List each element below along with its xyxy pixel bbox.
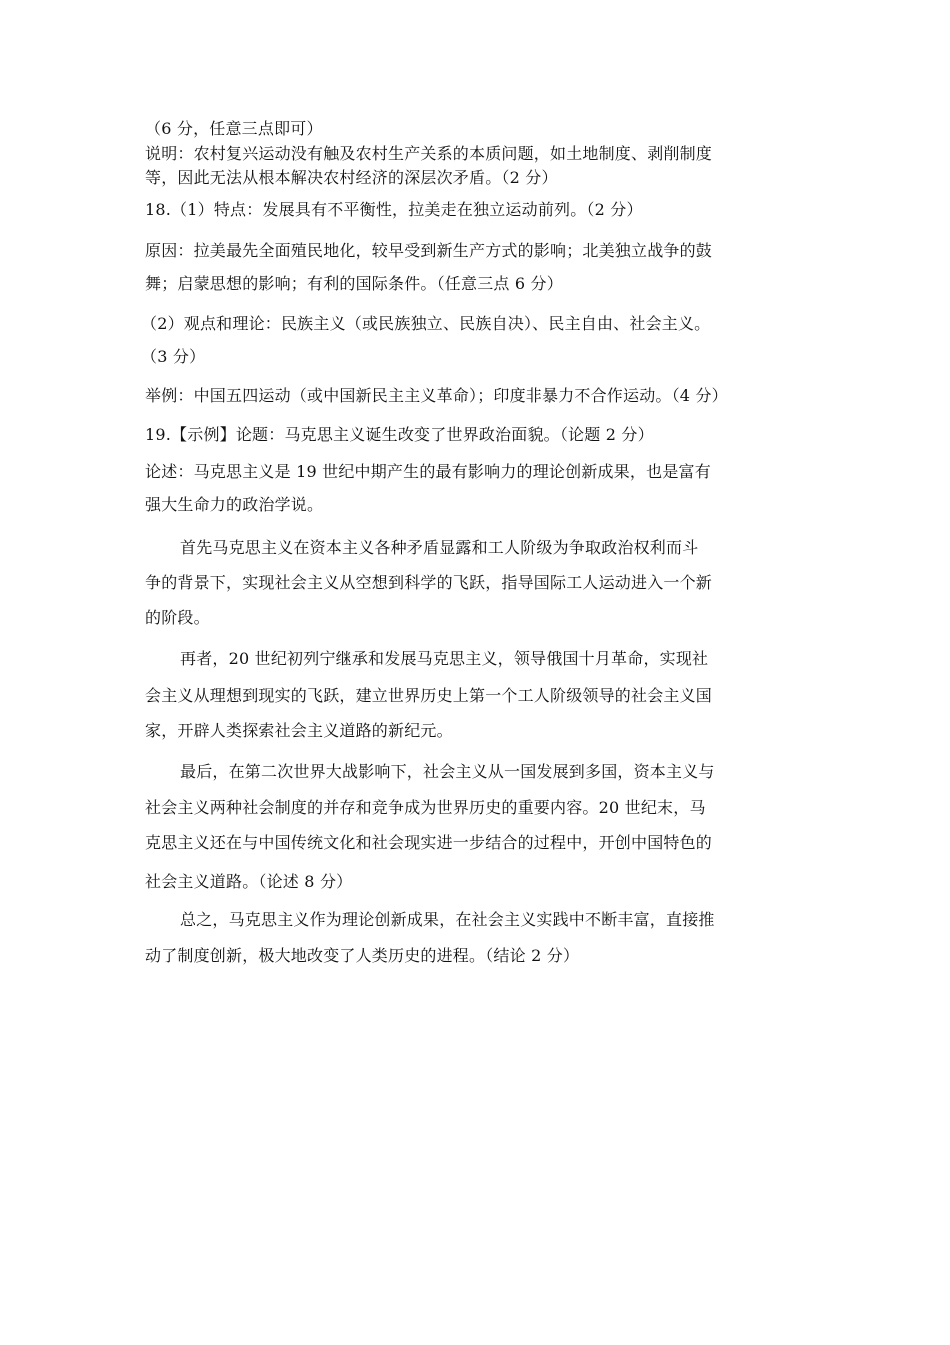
- text-line: （3 分）: [141, 347, 206, 366]
- paragraph-third: 最后，在第二次世界大战影响下，社会主义从一国发展到多国，资本主义与: [180, 762, 715, 781]
- text-line: 会主义从理想到现实的飞跃，建立世界历史上第一个工人阶级领导的社会主义国: [145, 686, 713, 705]
- text-line: 等，因此无法从根本解决农村经济的深层次矛盾。（2 分）: [145, 168, 558, 187]
- text-line: 克思主义还在与中国传统文化和社会现实进一步结合的过程中，开创中国特色的: [145, 833, 713, 852]
- text-line: 争的背景下，实现社会主义从空想到科学的飞跃，指导国际工人运动进入一个新: [145, 573, 713, 592]
- question-19-thesis: 19.【示例】论题：马克思主义诞生改变了世界政治面貌。（论题 2 分）: [145, 425, 654, 444]
- text-line: 论述：马克思主义是 19 世纪中期产生的最有影响力的理论创新成果，也是富有: [145, 462, 711, 481]
- text-line: 舞；启蒙思想的影响；有利的国际条件。（任意三点 6 分）: [145, 274, 563, 293]
- paragraph-second: 再者，20 世纪初列宁继承和发展马克思主义，领导俄国十月革命，实现社: [180, 649, 709, 668]
- question-18-part-1: 18.（1）特点：发展具有不平衡性，拉美走在独立运动前列。（2 分）: [145, 200, 643, 219]
- text-line: 说明：农村复兴运动没有触及农村生产关系的本质问题，如土地制度、剥削制度: [145, 144, 713, 163]
- text-line: 的阶段。: [145, 608, 210, 627]
- text-line: 举例：中国五四运动（或中国新民主主义革命）；印度非暴力不合作运动。（4 分）: [145, 386, 728, 405]
- text-line: 强大生命力的政治学说。: [145, 495, 324, 514]
- question-18-part-2: （2）观点和理论：民族主义（或民族独立、民族自决）、民主自由、社会主义。: [141, 314, 711, 333]
- text-line: 社会主义两种社会制度的并存和竞争成为世界历史的重要内容。20 世纪末，马: [145, 798, 706, 817]
- paragraph-first: 首先马克思主义在资本主义各种矛盾显露和工人阶级为争取政治权利而斗: [180, 538, 699, 557]
- text-line: 家，开辟人类探索社会主义道路的新纪元。: [145, 721, 453, 740]
- text-line: （6 分，任意三点即可）: [145, 119, 323, 138]
- paragraph-conclusion: 总之，马克思主义作为理论创新成果，在社会主义实践中不断丰富，直接推: [180, 910, 715, 929]
- text-line: 动了制度创新，极大地改变了人类历史的进程。（结论 2 分）: [145, 946, 580, 965]
- text-line: 原因：拉美最先全面殖民地化，较早受到新生产方式的影响；北美独立战争的鼓: [145, 241, 713, 260]
- text-line: 社会主义道路。（论述 8 分）: [145, 872, 353, 891]
